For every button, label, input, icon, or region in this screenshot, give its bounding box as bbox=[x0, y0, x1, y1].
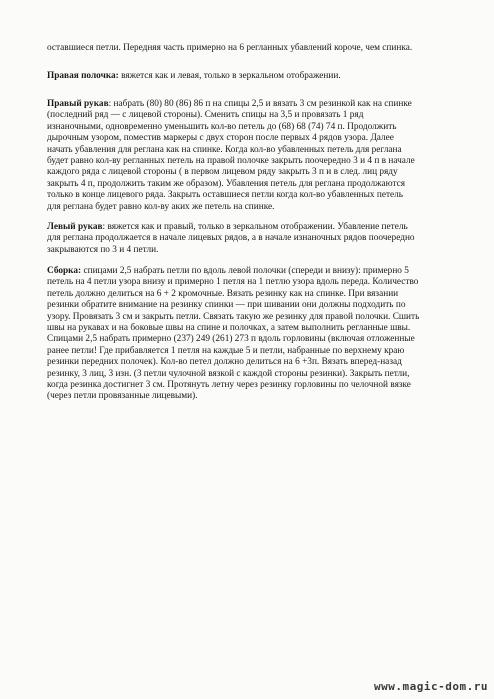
text-line: резинку, 3 лиц, 3 изн. (3 петли чулочной вязкой с каждой стороны резинки). Закрыть петли, bbox=[47, 368, 410, 379]
text-line: резинки обратите внимание на резинку спинки — при шивании они должны подходить по bbox=[47, 300, 406, 311]
section-heading-right-sleeve: Правый рукав bbox=[47, 99, 109, 109]
text-line: каждого ряда с лицевой стороны ( в первом лицевом ряду закрыть 3 п и в след. лиц ряду bbox=[47, 167, 398, 178]
section-heading-assembly: Сборка: bbox=[47, 266, 82, 276]
assembly-paragraph bbox=[47, 266, 457, 403]
text-line: Правый рукав: набрать (80) 80 (86) 86 п на спицы 2,5 и вязать 3 см резинкой как на спинке bbox=[47, 99, 412, 109]
text-line: Левый рукав: вяжется как и правый, только в зеркальном отображении. Убавление петель bbox=[47, 222, 408, 232]
text-line: Сборка: спицами 2,5 набрать петли по вдоль левой полочки (спереди и внизу): примерно 5 bbox=[47, 266, 409, 276]
text-line: петель на 4 петли узора внизу и примерно 1 петля на 1 петлю узора вдоль переда. Количество bbox=[47, 277, 419, 288]
text-line: только в конце лицевого ряда. Закрыть оставшиеся петли когда кол-во убавленных петель bbox=[47, 190, 404, 201]
intro-paragraph bbox=[47, 43, 457, 54]
text-line: Правая полочка: вяжется как и левая, только в зеркальном отображении. bbox=[47, 71, 341, 81]
text-line: (через петли провязанные лицевыми). bbox=[47, 391, 198, 402]
text-line: будет равно кол-ву регланных петель на правой полочке закрыть поочередно 3 и 4 п в начале bbox=[47, 156, 415, 167]
text-line: для реглана будет равно кол-ву аких же петель на спинке. bbox=[47, 201, 275, 212]
watermark-text: www.magic-dom.ru bbox=[374, 680, 488, 693]
left-sleeve-paragraph bbox=[47, 222, 457, 256]
text-line: закрыть 4 п, продолжить таким же образом). Убавления петель для реглана продолжаются bbox=[47, 178, 406, 189]
text-line: начать убавления для реглана как на спинке. Когда кол-во убавленных петель для реглана bbox=[47, 144, 402, 155]
text-line: узору. Провязать 3 см и закрыть петли. Связать такую же резинку для правой полочки. Сшить bbox=[47, 311, 420, 322]
text-line: дырочным узором, поместив маркеры с двух сторон после первых 4 рядов узора. Далее bbox=[47, 133, 394, 144]
right-front-paragraph bbox=[47, 71, 457, 82]
text-line: Спицами 2,5 набрать примерно (237) 249 (261) 273 п вдоль горловины (включая отложенные bbox=[47, 334, 415, 345]
text-line: швы на рукавах и на боковые швы на спине и полочках, а затем выполнить регланные швы. bbox=[47, 323, 411, 334]
text-line: изнаночными, одновременно уменьшить кол-во петель до (68) 68 (74) 74 п. Продолжить bbox=[47, 121, 397, 132]
text-line: резинки передних полочек). Кол-во петел должно делиться на 6 +3п. Вязать вперед-назад bbox=[47, 357, 402, 368]
section-heading-left-sleeve: Левый рукав bbox=[47, 222, 103, 232]
text-line: когда резинка достигнет 3 см. Протянуть летну через резинку горловины по челочной вязке bbox=[47, 380, 411, 391]
right-sleeve-paragraph bbox=[47, 99, 457, 213]
text-line: для реглана продолжается в начале лицевых рядов, а в начале изнаночных рядов поочередно bbox=[47, 233, 415, 244]
section-heading-right-front: Правая полочка: bbox=[47, 71, 119, 81]
text-line: ранее петли! Где прибавляется 1 петля на каждые 5 и петли, набранные по верхнему краю bbox=[47, 345, 405, 356]
text-line: (последний ряд — с лицевой стороны). Сменить спицы на 3,5 и провязать 1 ряд bbox=[47, 110, 364, 121]
text-line: оставшиеся петли. Передняя часть примерно на 6 регланных убавлений короче, чем спинка. bbox=[47, 43, 413, 53]
text-line: закрываются по 3 и 4 петли. bbox=[47, 244, 159, 255]
text-line: петель должно делиться на 6 + 2 кромочные. Вязать резинку как на спинке. При вязании bbox=[47, 288, 399, 299]
